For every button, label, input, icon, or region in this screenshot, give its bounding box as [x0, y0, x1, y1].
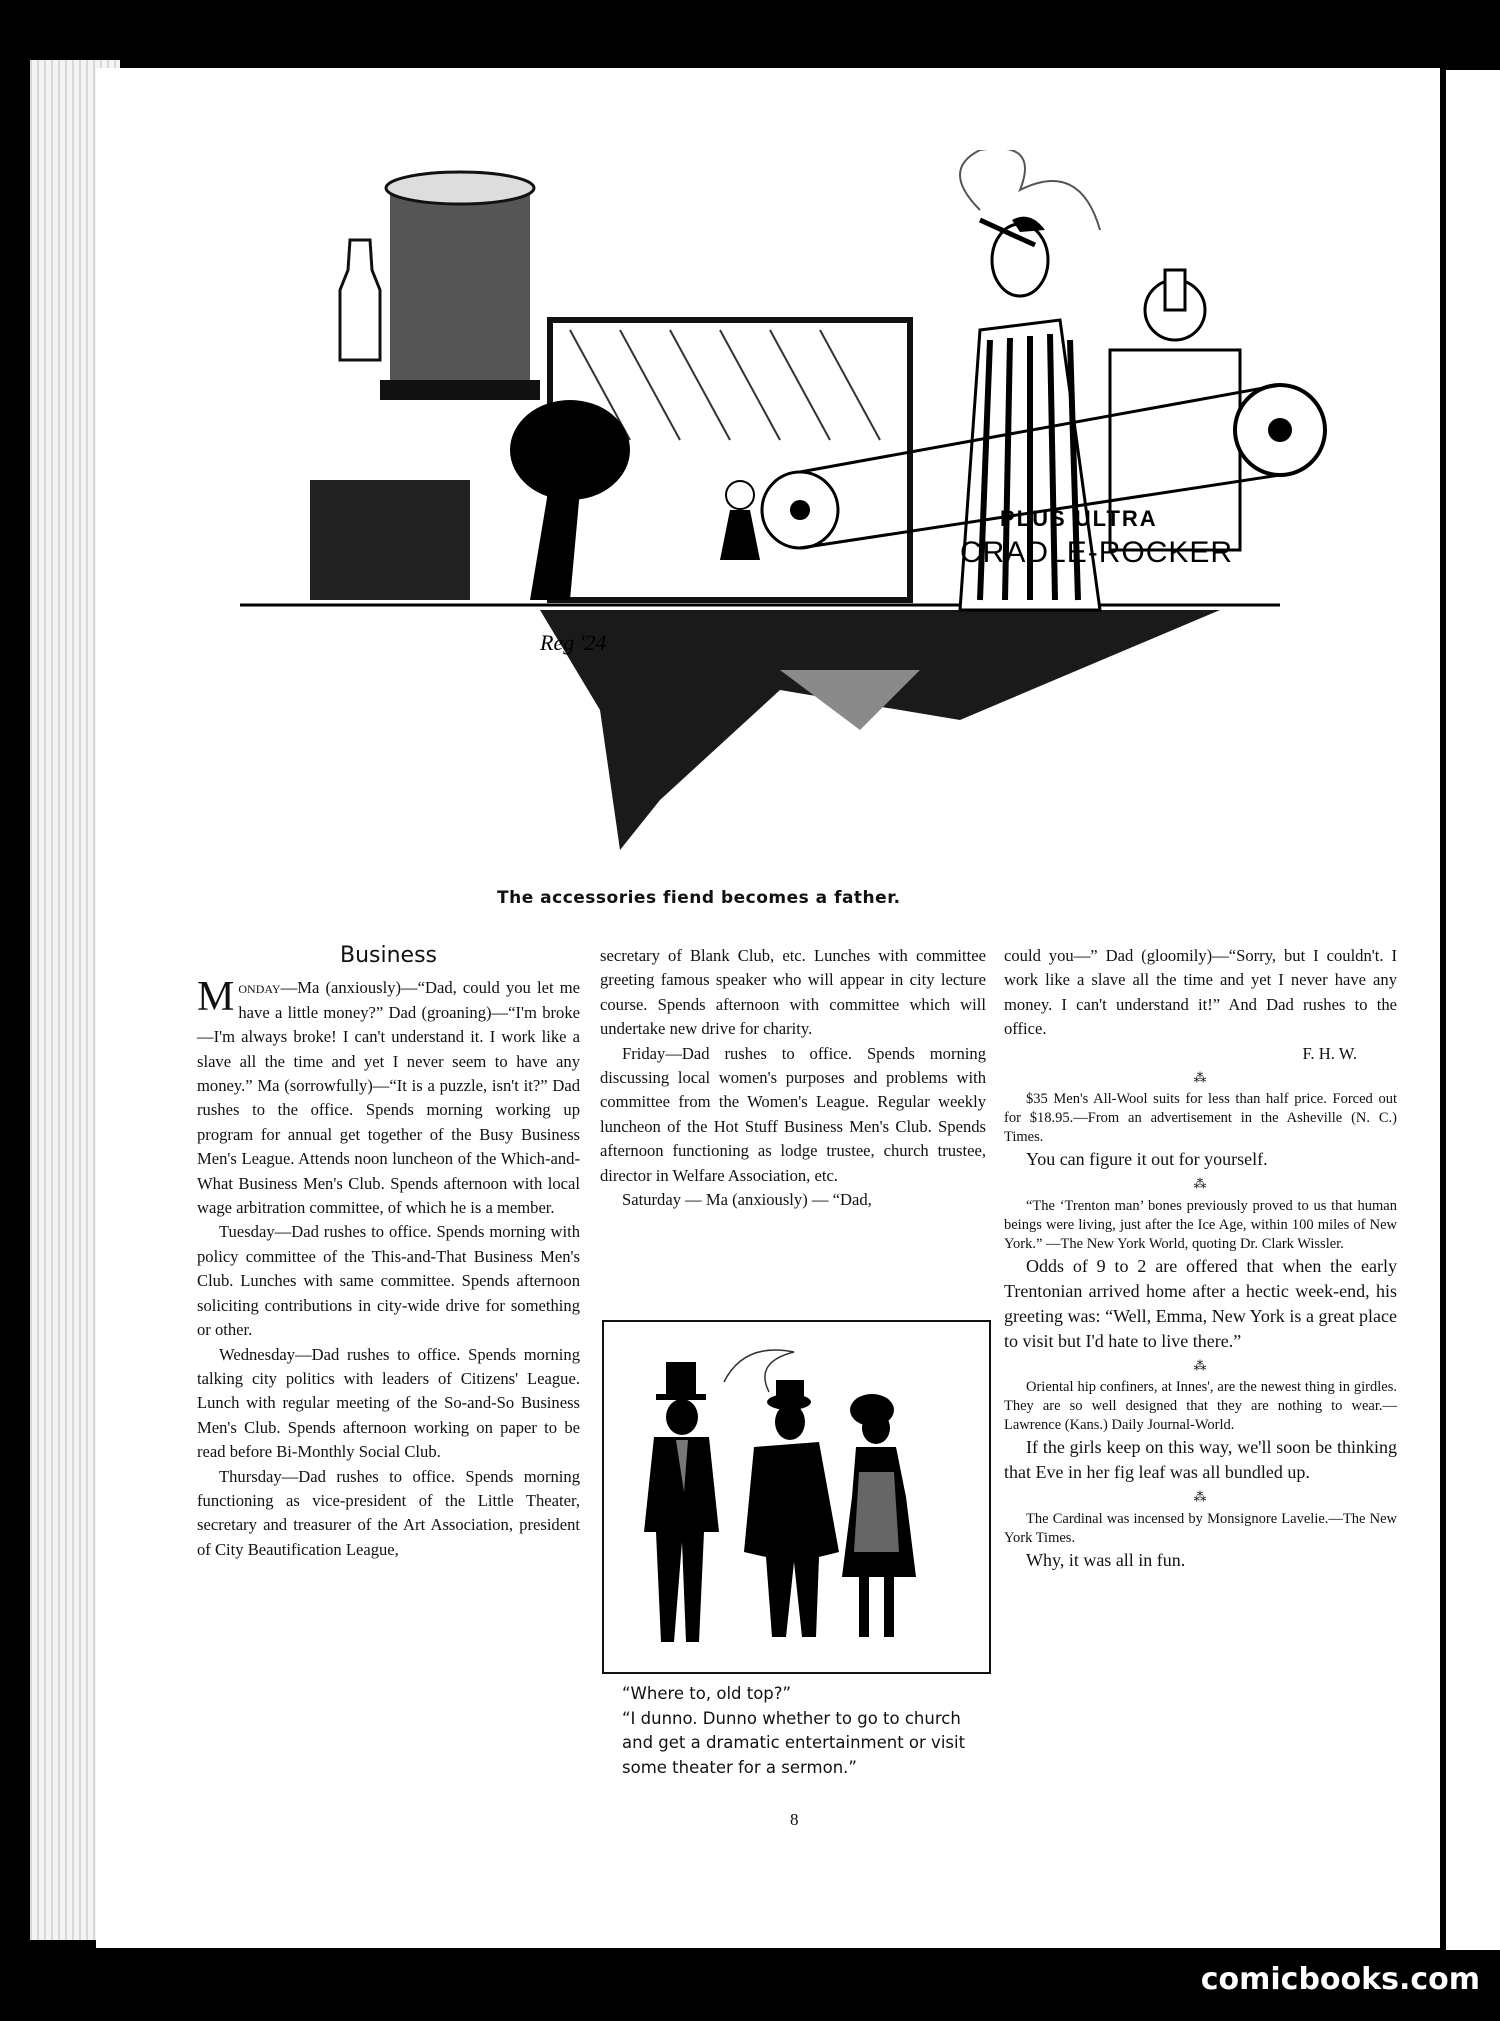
item-quote: Oriental hip confiners, at Innes', are the newest thing in girdles. They are so well designed that they are nothing to wear.—Lawrence (Kans.) Daily Journal-World.	[1004, 1379, 1397, 1434]
item-comment: Why, it was all in fun.	[1026, 1549, 1186, 1570]
article-paragraph-saturday: Saturday — Ma (anxiously) — “Dad,	[622, 1190, 872, 1210]
item-quote: The Cardinal was incensed by Monsignore Lavelie.—The New York Times.	[1004, 1510, 1397, 1546]
silhouette-caption-line2: “I dunno. Dunno whether to go to church and get a dramatic entertainment or visit some theater for a sermon.”	[622, 1708, 966, 1777]
monday-text: —Ma (anxiously)—“Dad, could you let me have a little money?” Dad (groaning)—“I'm broke—I'm always broke! I can't understand it. I work like a slave all the time and yet I never seem to have any money.” Ma (sorrowfully)—“It is a puzzle, isn't it?” Dad rushes to the office. Spends morning working up program for annual get together of the Busy Business Men's League. Attends noon luncheon of the Which-and-What Business Men's Club. Spends afternoon with local wage arbitration committee, of which he is a member.	[197, 978, 580, 1218]
page-number: 8	[790, 1810, 799, 1829]
sign-line1: PLUS ULTRA	[1000, 506, 1158, 531]
item-comment: Odds of 9 to 2 are offered that when the early Trentonian arrived home after a hectic week-end, his greeting was: “Well, Emma, New York is a great place to visit but I'd hate to live there.”	[1004, 1255, 1397, 1351]
silhouette-caption-line1: “Where to, old top?”	[622, 1684, 792, 1703]
separator: ⁂	[1193, 1176, 1208, 1192]
silhouette-cartoon	[602, 1320, 991, 1674]
item-comment: You can figure it out for yourself.	[1026, 1149, 1268, 1170]
separator: ⁂	[1193, 1489, 1208, 1505]
watermark: comicbooks.com	[1200, 1962, 1480, 1997]
item-quote: “The ‘Trenton man’ bones previously proved to us that human beings were living, just after the Ice Age, within 100 miles of New York.” —The New York World, quoting Dr. Clark Wissler.	[1004, 1197, 1397, 1252]
item-quote: $35 Men's All-Wool suits for less than half price. Forced out for $18.95.—From an advertisement in the Asheville (N. C.) Times.	[1004, 1091, 1397, 1146]
item-comment: If the girls keep on this way, we'll soon be thinking that Eve in her fig leaf was all bundled up.	[1004, 1437, 1397, 1483]
article-signature: F. H. W.	[1302, 1043, 1357, 1063]
column-2	[600, 944, 986, 1212]
sign-line2: CRADLE-ROCKER	[960, 536, 1234, 569]
article-paragraph-wednesday: Wednesday—Dad rushes to office. Spends morning talking city politics with leaders of Citizens' League. Lunch with regular meeting of the So-and-So Business Men's Club. Spends afternoon working on paper to be read before Bi-Monthly Social Club.	[197, 1344, 580, 1462]
article-paragraph-friday: Friday—Dad rushes to office. Spends morning discussing local women's purposes and problems with committee from the Women's League. Regular weekly luncheon of the Hot Stuff Business Men's Club. Spends afternoon functioning as lodge trustee, church trustee, director in Welfare Association, etc.	[600, 1043, 986, 1185]
article-paragraph-monday	[197, 976, 580, 1220]
facing-page-edge	[1446, 70, 1500, 1950]
article-title: Business	[339, 943, 437, 968]
separator: ⁂	[1193, 1357, 1208, 1373]
article-paragraph-thursday: Thursday—Dad rushes to office. Spends morning functioning as vice-president of the Little Theater, secretary and treasurer of the Art Association, president of City Beautification League,	[197, 1466, 580, 1559]
separator: ⁂	[1193, 1070, 1208, 1086]
illustration-caption: The accessories fiend becomes a father.	[497, 888, 901, 908]
silhouette-caption	[622, 1682, 992, 1780]
drop-cap: M	[197, 974, 235, 1021]
monday-lead: onday	[238, 978, 281, 998]
article-paragraph-end: could you—” Dad (gloomily)—“Sorry, but I couldn't. I work like a slave all the time and yet I never have any money. I can't understand it!” And Dad rushes to the office.	[1004, 946, 1397, 1039]
cradle-rocker-illustration	[240, 150, 1350, 870]
column-3	[1004, 944, 1397, 1573]
column-1	[197, 944, 580, 1562]
artist-signature: Reg '24	[540, 630, 607, 655]
article-paragraph-tuesday: Tuesday—Dad rushes to office. Spends morning with policy committee of the This-and-That Business Men's Club. Lunches with same committee. Spends afternoon soliciting contributions in city-wide drive for something or other.	[197, 1222, 580, 1340]
article-paragraph-continued: secretary of Blank Club, etc. Lunches with committee greeting famous speaker who will appear in city lecture course. Spends afternoon with committee which will undertake new drive for charity.	[600, 946, 986, 1039]
